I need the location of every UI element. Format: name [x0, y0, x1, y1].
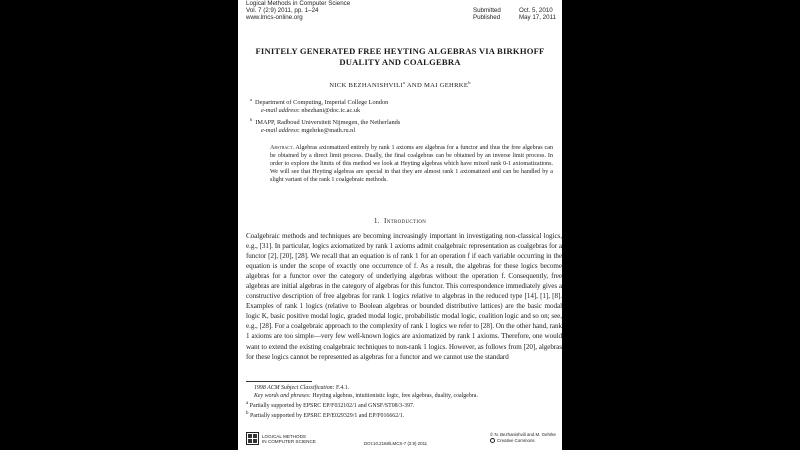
license-text[interactable]: Creative Commons: [497, 438, 535, 443]
lmcs-name: LOGICAL METHODS IN COMPUTER SCIENCE: [262, 434, 316, 444]
journal-name: Logical Methods in Computer Science: [246, 0, 351, 7]
paper-page: [238, 0, 562, 450]
author-1-mark: a: [402, 80, 406, 85]
paper-title: [238, 46, 562, 68]
author-2-mark: b: [468, 80, 471, 85]
journal-website[interactable]: www.lmcs-online.org: [246, 14, 303, 22]
acm-class: F.4.1.: [336, 385, 350, 391]
introduction-body: Coalgebraic methods and techniques are becoming increasingly important in investigating non-classical logics, e.g., [31]. In particular, logics axiomatized by rank 1 axioms admit coalgebraic representation as coalgebras for a functor [2], [20], [28]. We recall that an equation is of rank 1 for an operation f if each variable occurring in the equation is under the scope of exactly one occurrence of f. As a result, the algebras for these logics become algebras for a functor over the category of underlying algebras without the operation f. Consequently, free algebras are initial algebras in the category of algebras for this functor. This correspondence immediately gives a constructive description of free algebras for rank 1 logics relative to algebras in the reduced type [14], [1], [8]. Examples of rank 1 logics (relative to Boolean algebras or bounded distributive lattices) are the basic modal logic K, basic positive modal logic, graded modal logic, probabilistic modal logic, coalition logic and so on; see, e.g., [28]. For a coalgebraic approach to the complexity of rank 1 logics we refer to [28]. On the other hand, rank 1 axioms are too simple—very few well-known logics are axiomatized by rank 1 axioms. Therefore, one would want to extend the existing coalgebraic techniques to non-rank 1 logics. However, as follows from [20], algebras for these logics cannot be represented as algebras for a functor and we cannot use the standard: [246, 232, 562, 361]
published-date: May 17, 2011: [518, 14, 556, 22]
affil-a-mark: a: [250, 97, 252, 102]
right-letterbox: [562, 0, 800, 450]
doi[interactable]: DOI:10.2168/LMCS-7 (2:9) 2011: [364, 441, 428, 446]
journal-header: [246, 0, 350, 22]
affiliation-a: $^a$ Department of Computing, Imperial College London e-mail address: nbezhani@doc.ic.ac.uk: [250, 97, 389, 115]
keywords: Heyting algebras, intuitionistic logic, free algebras, duality, coalgebra.: [312, 393, 478, 399]
affil-b-mark: b: [250, 117, 253, 122]
author-1: NICK BEZHANISHVILI: [329, 82, 403, 90]
section-title: Introduction: [384, 217, 427, 225]
published-label: Published: [472, 14, 501, 22]
affil-a-email[interactable]: nbezhani@doc.ic.ac.uk: [301, 107, 361, 115]
copyright-block: [490, 432, 556, 444]
submitted-date: Oct. 5, 2010: [518, 7, 553, 14]
dates-header: [473, 7, 556, 21]
affil-b-org: IMAPP, Radboud Universiteit Nijmegen, the Netherlands: [255, 119, 401, 127]
submitted-label: Submitted: [472, 7, 501, 14]
author-line: [238, 80, 562, 89]
footnote-rule: [246, 381, 312, 382]
volume-line: Vol. 7 (2:9) 2011, pp. 1–24: [246, 7, 319, 15]
abstract: [270, 144, 553, 184]
acm-label: 1998 ACM Subject Classification:: [254, 385, 335, 391]
abstract-text: Algebras axiomatized entirely by rank 1 axioms are algebras for a functor and thus the free algebras can be obtained by a direct limit process. Dually, the final coalgebras can be obtained by an inverse limit process. In order to explore the limits of this method we look at Heyting algebras which have mixed rank 0-1 axiomatizations. We will see that Heyting algebras are special in that they are almost rank 1 axiomatized and can be handled by a slight variant of the rank 1 coalgebraic methods.: [270, 145, 554, 183]
author-2: AND MAI GEHRKE: [405, 82, 469, 90]
affil-a-email-label: e-mail address: [261, 107, 299, 115]
title-line-1: FINITELY GENERATED FREE HEYTING ALGEBRAS VIA BIRKHOFF: [255, 46, 545, 56]
affil-b-email[interactable]: mgehrke@math.ru.nl: [301, 127, 356, 135]
page-footer: [246, 432, 558, 448]
footnote-b: Partially supported by EPSRC EP/E029329/1 and EP/F016662/1.: [249, 412, 405, 419]
left-letterbox: [0, 0, 238, 450]
affil-b-email-label: e-mail address: [261, 127, 299, 135]
lmcs-logo-icon: [246, 432, 259, 445]
section-number: 1.: [373, 217, 380, 225]
abstract-label: Abstract.: [270, 145, 294, 151]
section-heading: [238, 217, 562, 225]
creative-commons-icon: [490, 438, 495, 443]
copyright-text: © N. Bezhanishvili and M. Gehrke: [490, 432, 556, 437]
affiliation-b: $^b$ IMAPP, Radboud Universiteit Nijmegen, the Netherlands e-mail address: mgehrke@math.ru.nl: [250, 117, 401, 135]
affil-a-org: Department of Computing, Imperial College London: [255, 99, 389, 107]
footnote-a-mark: a: [246, 401, 249, 406]
keywords-label: Key words and phrases:: [254, 393, 311, 399]
footnote-a: Partially supported by EPSRC EP/F032102/1 and GNSF/ST08/3-397.: [249, 402, 415, 409]
title-line-2: DUALITY AND COALGEBRA: [339, 57, 461, 67]
footnote-b-mark: b: [246, 410, 249, 416]
footnotes: [246, 384, 558, 420]
